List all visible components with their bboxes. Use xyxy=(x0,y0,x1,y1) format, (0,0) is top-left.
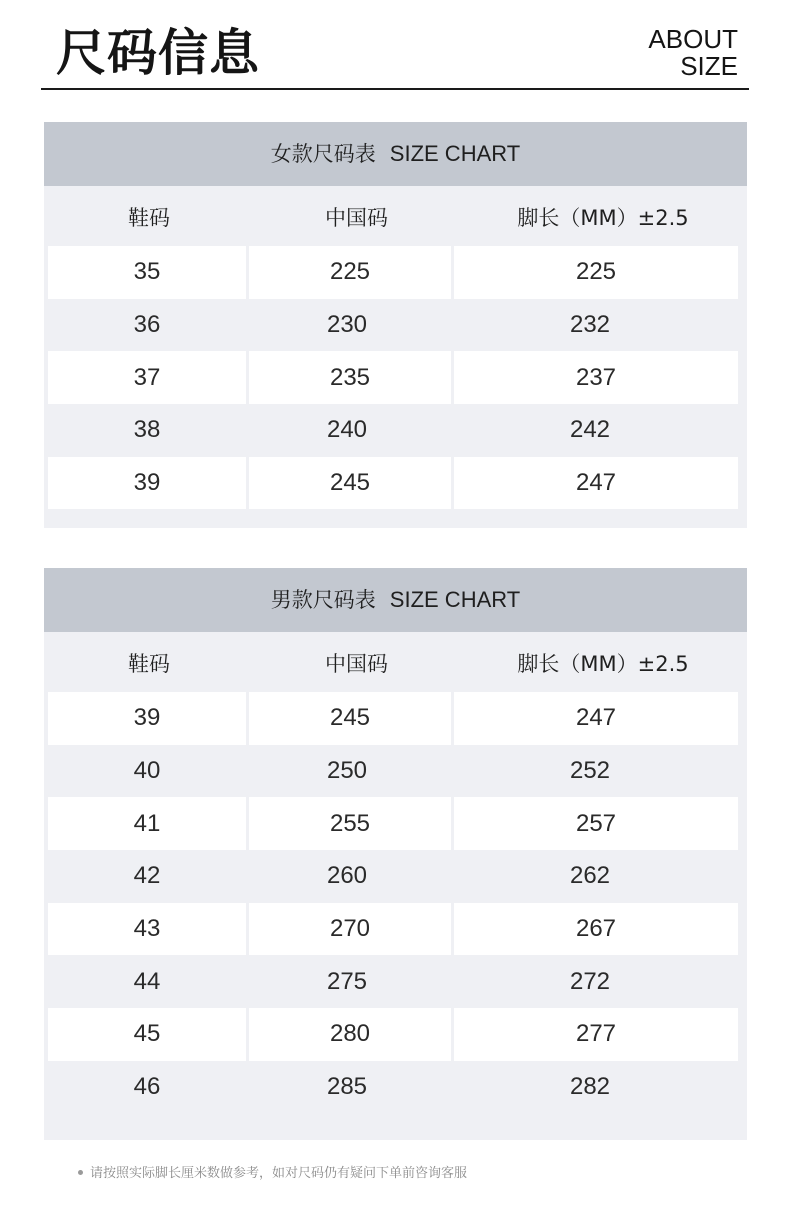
foot-length-cell: 262 xyxy=(569,862,611,890)
shoe-size-cell: 46 xyxy=(133,1073,161,1101)
shoe-size-cell: 40 xyxy=(133,757,161,785)
header-divider xyxy=(41,88,749,90)
table-row xyxy=(48,1008,743,1061)
foot-length-cell: 225 xyxy=(454,246,738,299)
about-line-1: ABOUT xyxy=(648,24,738,54)
col-header-china-size: 中国码 xyxy=(325,206,388,230)
about-line-2: SIZE xyxy=(680,51,738,81)
china-size-cell: 245 xyxy=(249,457,451,510)
size-note xyxy=(78,1162,467,1181)
table-row xyxy=(48,1061,743,1114)
col-header-foot-length: 脚长（MM）±2.5 xyxy=(517,206,689,230)
china-size-cell: 235 xyxy=(249,351,451,404)
table-row xyxy=(48,457,743,510)
shoe-size-cell: 44 xyxy=(133,967,161,995)
women-size-table xyxy=(44,122,747,528)
size-note-text: 请按照实际脚长厘米数做参考，如对尺码仍有疑问下单前咨询客服 xyxy=(90,1166,468,1181)
table-row xyxy=(48,351,743,404)
foot-length-cell: 252 xyxy=(569,757,611,785)
china-size-cell: 225 xyxy=(249,246,451,299)
shoe-size-cell: 43 xyxy=(48,903,246,956)
men-table-header xyxy=(44,634,747,692)
table-row xyxy=(48,404,743,457)
china-size-cell: 275 xyxy=(326,967,368,995)
women-table-header xyxy=(44,188,747,246)
china-size-cell: 285 xyxy=(326,1073,368,1101)
table-row xyxy=(48,299,743,352)
foot-length-cell: 247 xyxy=(454,457,738,510)
foot-length-cell: 257 xyxy=(454,797,738,850)
shoe-size-cell: 36 xyxy=(133,311,161,339)
china-size-cell: 250 xyxy=(326,757,368,785)
foot-length-cell: 247 xyxy=(454,692,738,745)
foot-length-cell: 272 xyxy=(569,967,611,995)
china-size-cell: 245 xyxy=(249,692,451,745)
men-title-en: SIZE CHART xyxy=(389,587,521,612)
men-table-body xyxy=(44,692,747,1114)
page-header xyxy=(0,0,790,92)
china-size-cell: 260 xyxy=(326,862,368,890)
china-size-cell: 230 xyxy=(326,311,368,339)
page-title: 尺码信息 xyxy=(56,24,260,82)
col-header-shoe-size: 鞋码 xyxy=(128,206,170,230)
shoe-size-cell: 38 xyxy=(133,416,161,444)
about-size-label xyxy=(648,26,738,80)
women-table-body xyxy=(44,246,747,509)
shoe-size-cell: 39 xyxy=(48,692,246,745)
table-row xyxy=(48,745,743,798)
bullet-icon xyxy=(78,1170,83,1175)
col-header-china-size: 中国码 xyxy=(325,652,388,676)
foot-length-cell: 277 xyxy=(454,1008,738,1061)
foot-length-cell: 232 xyxy=(569,311,611,339)
foot-length-cell: 237 xyxy=(454,351,738,404)
foot-length-cell: 242 xyxy=(569,416,611,444)
shoe-size-cell: 39 xyxy=(48,457,246,510)
col-header-shoe-size: 鞋码 xyxy=(128,652,170,676)
shoe-size-cell: 42 xyxy=(133,862,161,890)
table-row xyxy=(48,797,743,850)
foot-length-cell: 267 xyxy=(454,903,738,956)
table-row xyxy=(48,246,743,299)
men-table-title xyxy=(44,568,747,632)
shoe-size-cell: 41 xyxy=(48,797,246,850)
china-size-cell: 240 xyxy=(326,416,368,444)
china-size-cell: 270 xyxy=(249,903,451,956)
table-row xyxy=(48,692,743,745)
foot-length-cell: 282 xyxy=(569,1073,611,1101)
table-row xyxy=(48,850,743,903)
shoe-size-cell: 37 xyxy=(48,351,246,404)
china-size-cell: 255 xyxy=(249,797,451,850)
women-title-cn: 女款尺码表 xyxy=(270,142,376,166)
men-title-cn: 男款尺码表 xyxy=(270,588,376,612)
women-table-title xyxy=(44,122,747,186)
table-row xyxy=(48,955,743,1008)
table-row xyxy=(48,903,743,956)
col-header-foot-length: 脚长（MM）±2.5 xyxy=(517,652,689,676)
women-title-en: SIZE CHART xyxy=(389,141,521,166)
china-size-cell: 280 xyxy=(249,1008,451,1061)
men-size-table xyxy=(44,568,747,1140)
shoe-size-cell: 45 xyxy=(48,1008,246,1061)
shoe-size-cell: 35 xyxy=(48,246,246,299)
